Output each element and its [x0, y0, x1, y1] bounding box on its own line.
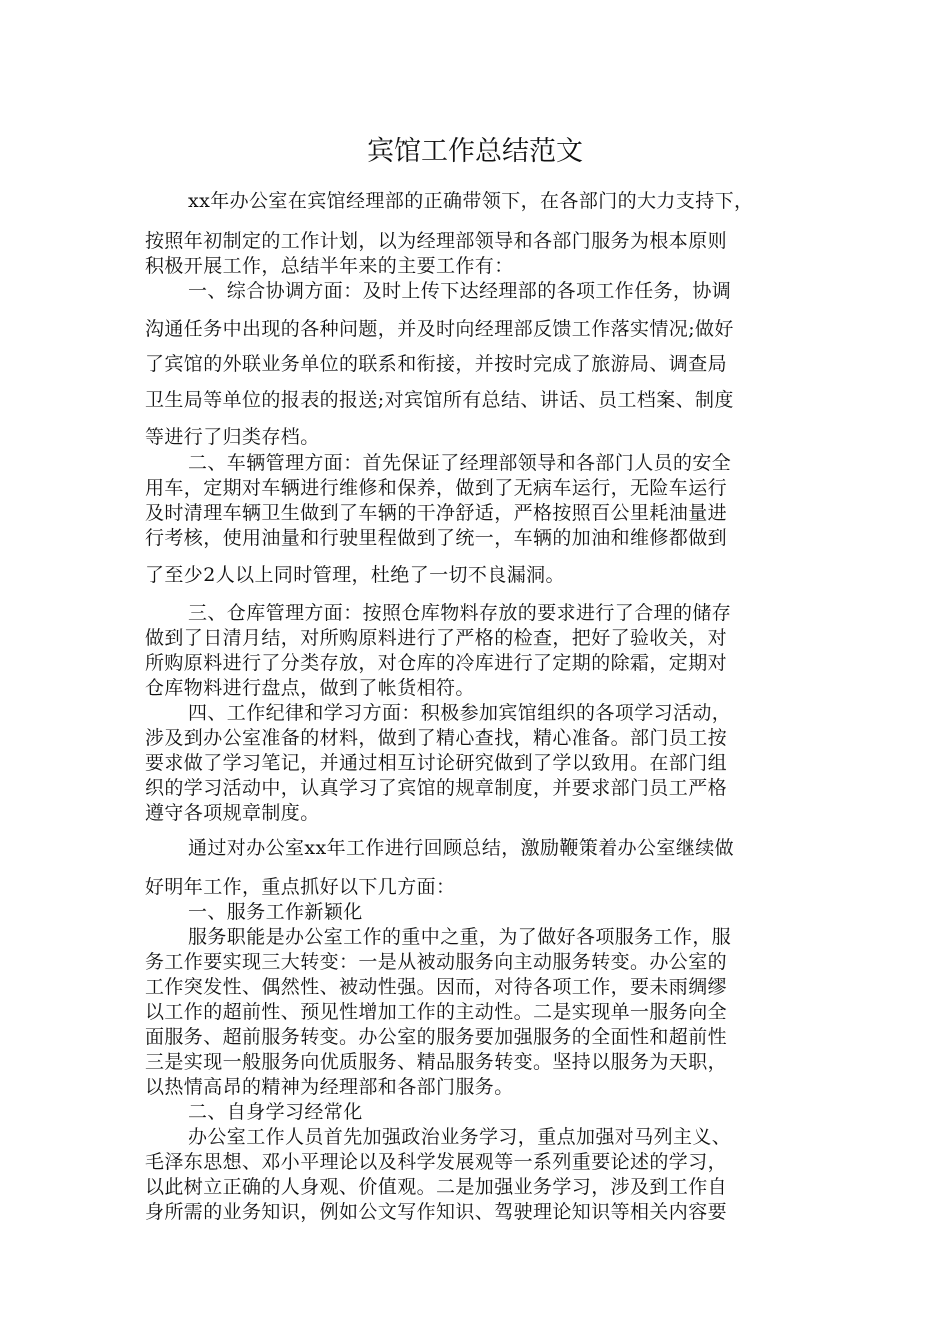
- body-line: 毛泽东思想、邓小平理论以及科学发展观等一系列重要论述的学习，: [145, 1151, 728, 1173]
- body-line: 做到了日清月结，对所购原料进行了严格的检查，把好了验收关，对: [145, 627, 728, 649]
- body-line: 服务职能是办公室工作的重中之重，为了做好各项服务工作，服: [188, 926, 732, 948]
- body-line: 卫生局等单位的报表的报送;对宾馆所有总结、讲话、员工档案、制度: [145, 389, 734, 411]
- body-line: 了至少2人以上同时管理，杜绝了一切不良漏洞。: [145, 564, 565, 586]
- body-line: 要求做了学习笔记，并通过相互讨论研究做到了学以致用。在部门组: [145, 752, 728, 774]
- body-line: 身所需的业务知识，例如公文写作知识、驾驶理论知识等相关内容要: [145, 1201, 728, 1223]
- body-line: 织的学习活动中，认真学习了宾馆的规章制度，并要求部门员工严格: [145, 777, 728, 799]
- body-line: 务工作要实现三大转变：一是从被动服务向主动服务转变。办公室的: [145, 951, 728, 973]
- body-line: xx年办公室在宾馆经理部的正确带领下，在各部门的大力支持下，: [188, 190, 754, 212]
- body-line: 行考核，使用油量和行驶里程做到了统一，车辆的加油和维修都做到: [145, 527, 728, 549]
- body-line: 一、综合协调方面：及时上传下达经理部的各项工作任务，协调: [188, 280, 732, 302]
- body-line: 以此树立正确的人身观、价值观。二是加强业务学习，涉及到工作自: [145, 1176, 728, 1198]
- body-line: 了宾馆的外联业务单位的联系和衔接，并按时完成了旅游局、调查局: [145, 353, 728, 375]
- body-line: 一、服务工作新颖化: [188, 901, 363, 923]
- body-line: 二、自身学习经常化: [188, 1101, 363, 1123]
- body-line: 二、车辆管理方面：首先保证了经理部领导和各部门人员的安全: [188, 452, 732, 474]
- body-line: 三是实现一般服务向优质服务、精品服务转变。坚持以服务为天职，: [145, 1051, 728, 1073]
- body-line: 面服务、超前服务转变。办公室的服务要加强服务的全面性和超前性: [145, 1026, 728, 1048]
- body-line: 仓库物料进行盘点，做到了帐货相符。: [145, 677, 475, 699]
- body-line: 等进行了归类存档。: [145, 426, 320, 448]
- body-line: 遵守各项规章制度。: [145, 802, 320, 824]
- body-line: 沟通任务中出现的各种问题，并及时向经理部反馈工作落实情况;做好: [145, 318, 734, 340]
- body-line: 办公室工作人员首先加强政治业务学习，重点加强对马列主义、: [188, 1126, 732, 1148]
- body-line: 以热情高昂的精神为经理部和各部门服务。: [145, 1076, 514, 1098]
- body-line: 涉及到办公室准备的材料，做到了精心查找，精心准备。部门员工按: [145, 727, 728, 749]
- body-line: 四、工作纪律和学习方面：积极参加宾馆组织的各项学习活动，: [188, 702, 732, 724]
- body-line: 按照年初制定的工作计划，以为经理部领导和各部门服务为根本原则: [145, 230, 728, 252]
- body-line: 积极开展工作，总结半年来的主要工作有：: [145, 255, 514, 277]
- body-line: 通过对办公室xx年工作进行回顾总结，激励鞭策着办公室继续做: [188, 837, 735, 859]
- document-title: 宾馆工作总结范文: [367, 136, 583, 167]
- body-line: 工作突发性、偶然性、被动性强。因而，对待各项工作，要未雨绸缪: [145, 976, 728, 998]
- body-line: 及时清理车辆卫生做到了车辆的干净舒适，严格按照百公里耗油量进: [145, 502, 728, 524]
- body-line: 好明年工作，重点抓好以下几方面：: [145, 876, 456, 898]
- body-line: 所购原料进行了分类存放，对仓库的冷库进行了定期的除霜，定期对: [145, 652, 728, 674]
- body-line: 用车，定期对车辆进行维修和保养，做到了无病车运行，无险车运行: [145, 477, 728, 499]
- body-line: 以工作的超前性、预见性增加工作的主动性。二是实现单一服务向全: [145, 1001, 728, 1023]
- body-line: 三、仓库管理方面：按照仓库物料存放的要求进行了合理的储存: [188, 602, 732, 624]
